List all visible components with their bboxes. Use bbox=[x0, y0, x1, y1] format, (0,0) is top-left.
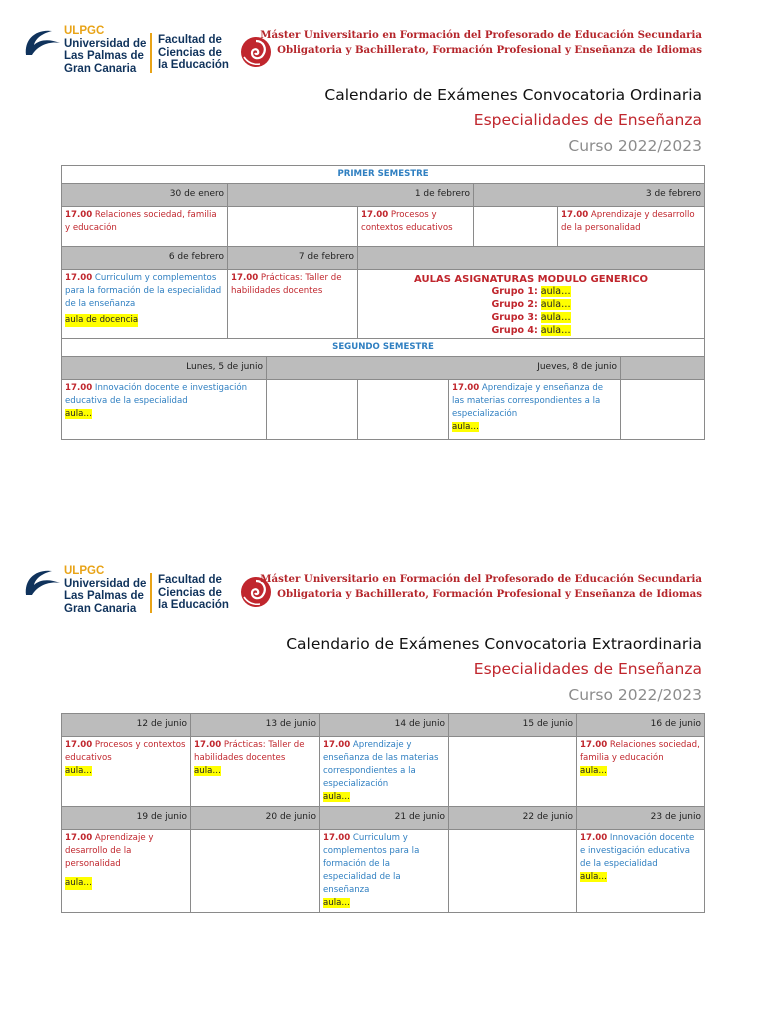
date-cell: 13 de junio bbox=[191, 714, 320, 737]
semester-2-header: SEGUNDO SEMESTRE bbox=[62, 339, 705, 357]
date-cell: 1 de febrero bbox=[228, 184, 474, 207]
date-row bbox=[62, 807, 705, 830]
empty-cell bbox=[474, 207, 558, 247]
date-cell: 19 de junio bbox=[62, 807, 191, 830]
page-title: Calendario de Exámenes Convocatoria Extraordinaria bbox=[286, 635, 702, 653]
aula-label: aula… bbox=[194, 766, 221, 776]
date-cell: 15 de junio bbox=[449, 714, 577, 737]
date-cell: 3 de febrero bbox=[474, 184, 705, 207]
page-subtitle: Especialidades de Enseñanza bbox=[473, 660, 702, 678]
group-2: Grupo 2: aula… bbox=[491, 299, 571, 310]
date-cell: 21 de junio bbox=[320, 807, 449, 830]
course-year: Curso 2022/2023 bbox=[568, 137, 702, 155]
exam-cell: 17.00 Curriculum y complementos para la formación de la especialidad de la enseñanza aula… bbox=[320, 830, 449, 913]
exam-cell: 17.00 Innovación docente e investigación educativa de la especialidad aula… bbox=[62, 380, 267, 440]
exam-row bbox=[62, 737, 705, 807]
date-cell bbox=[358, 247, 705, 270]
aula-label: aula… bbox=[65, 766, 92, 776]
course-year: Curso 2022/2023 bbox=[568, 686, 702, 704]
date-cell: 16 de junio bbox=[577, 714, 705, 737]
ordinaria-schedule-table bbox=[61, 165, 705, 352]
date-cell: 22 de junio bbox=[449, 807, 577, 830]
date-cell: 7 de febrero bbox=[228, 247, 358, 270]
aula-label: aula… bbox=[323, 898, 350, 908]
ordinaria-semester2-table bbox=[61, 338, 705, 440]
group-1: Grupo 1: aula… bbox=[491, 286, 571, 297]
exam-cell: 17.00 Curriculum y complementos para la formación de la especialidad de la enseñanza aula de docencia bbox=[62, 270, 228, 352]
empty-cell bbox=[449, 830, 577, 913]
ulpgc-logo bbox=[22, 25, 282, 83]
exam-cell: 17.00 Aprendizaje y desarrollo de la personalidad bbox=[558, 207, 705, 247]
logo-divider bbox=[150, 573, 152, 613]
university-name: ULPGC Universidad de Las Palmas de Gran Canaria bbox=[64, 565, 147, 615]
empty-cell bbox=[358, 380, 449, 440]
aula-label: aula… bbox=[65, 409, 92, 419]
date-row bbox=[62, 357, 705, 380]
date-cell: 23 de junio bbox=[577, 807, 705, 830]
exam-cell: 17.00 Procesos y contextos educativos aula… bbox=[62, 737, 191, 807]
empty-cell bbox=[267, 380, 358, 440]
exam-cell: 17.00 Prácticas: Taller de habilidades docentes bbox=[228, 270, 358, 352]
date-cell: 12 de junio bbox=[62, 714, 191, 737]
date-row bbox=[62, 184, 705, 207]
faculty-name: Facultad de Ciencias de la Educación bbox=[158, 34, 229, 71]
page-title: Calendario de Exámenes Convocatoria Ordinaria bbox=[324, 86, 702, 104]
exam-cell: 17.00 Aprendizaje y enseñanza de las materias correspondientes a la especialización aula… bbox=[449, 380, 621, 440]
date-cell bbox=[621, 357, 705, 380]
university-name: ULPGC Universidad de Las Palmas de Gran Canaria bbox=[64, 25, 147, 75]
group-3: Grupo 3: aula… bbox=[491, 312, 571, 323]
aulas-title: AULAS ASIGNATURAS MODULO GENERICO bbox=[414, 274, 649, 285]
exam-cell: 17.00 Procesos y contextos educativos bbox=[358, 207, 474, 247]
exam-row bbox=[62, 830, 705, 913]
master-title: Máster Universitario en Formación del Profesorado de Educación Secundaria Obligatoria y Bachillerato, Formación Profesional y Enseñanza de Idiomas bbox=[260, 29, 702, 56]
exam-cell: 17.00 Aprendizaje y enseñanza de las materias correspondientes a la especialización aula… bbox=[320, 737, 449, 807]
exam-cell: 17.00 Relaciones sociedad, familia y educación bbox=[62, 207, 228, 247]
empty-cell bbox=[621, 380, 705, 440]
date-cell: Jueves, 8 de junio bbox=[267, 357, 621, 380]
ulpgc-swoosh-icon bbox=[22, 567, 62, 597]
aula-label: aula… bbox=[323, 792, 350, 802]
group-4: Grupo 4: aula… bbox=[491, 325, 571, 336]
empty-cell bbox=[228, 207, 358, 247]
logo-divider bbox=[150, 33, 152, 73]
date-cell: 14 de junio bbox=[320, 714, 449, 737]
empty-cell bbox=[191, 830, 320, 913]
master-title: Máster Universitario en Formación del Profesorado de Educación Secundaria Obligatoria y Bachillerato, Formación Profesional y Enseñanza de Idiomas bbox=[260, 573, 702, 600]
exam-cell: 17.00 Aprendizaje y desarrollo de la personalidad aula… bbox=[62, 830, 191, 913]
aula-label: aula… bbox=[452, 422, 479, 432]
faculty-name: Facultad de Ciencias de la Educación bbox=[158, 574, 229, 611]
aula-label: aula de docencia bbox=[65, 315, 139, 325]
empty-cell bbox=[449, 737, 577, 807]
exam-cell: 17.00 Prácticas: Taller de habilidades docentes aula… bbox=[191, 737, 320, 807]
extraordinaria-schedule-table bbox=[61, 713, 705, 913]
exam-row bbox=[62, 207, 705, 247]
date-cell: Lunes, 5 de junio bbox=[62, 357, 267, 380]
exam-row bbox=[62, 380, 705, 440]
semester-header-row bbox=[62, 166, 705, 184]
exam-cell: 17.00 Innovación docente e investigación educativa de la especialidad aula… bbox=[577, 830, 705, 913]
semester-header-row bbox=[62, 339, 705, 357]
date-cell: 30 de enero bbox=[62, 184, 228, 207]
aula-label: aula… bbox=[580, 766, 607, 776]
date-row bbox=[62, 247, 705, 270]
exam-cell: 17.00 Relaciones sociedad, familia y educación aula… bbox=[577, 737, 705, 807]
page-subtitle: Especialidades de Enseñanza bbox=[473, 111, 702, 129]
date-cell: 6 de febrero bbox=[62, 247, 228, 270]
aula-label: aula… bbox=[65, 878, 92, 888]
semester-1-header: PRIMER SEMESTRE bbox=[62, 166, 705, 184]
aula-label: aula… bbox=[580, 872, 607, 882]
ulpgc-logo bbox=[22, 565, 282, 623]
date-cell: 20 de junio bbox=[191, 807, 320, 830]
ulpgc-swoosh-icon bbox=[22, 27, 62, 57]
date-row bbox=[62, 714, 705, 737]
